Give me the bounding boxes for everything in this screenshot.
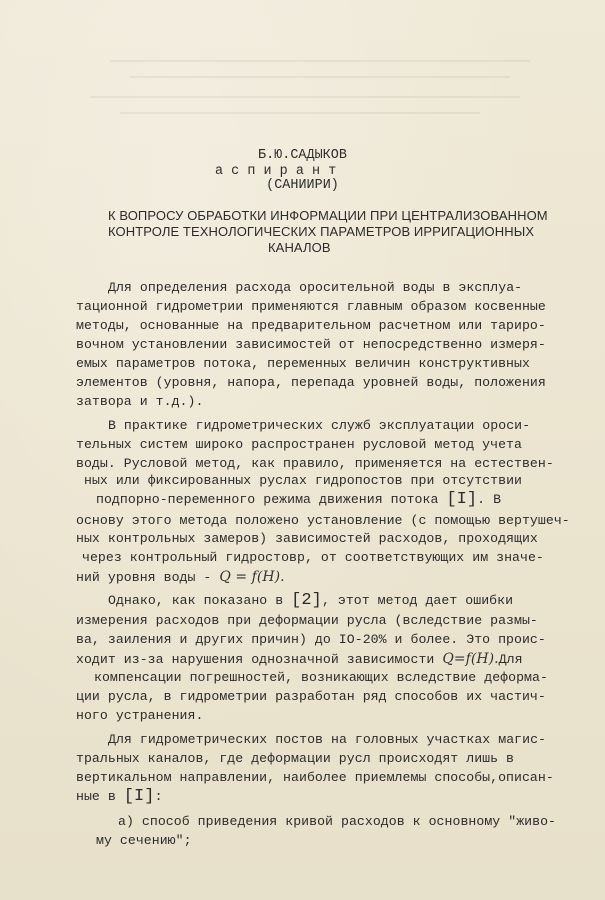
p2-line-1: В практике гидрометрических служб эксплуатации ороси- [108,418,531,433]
p3-line-1 [108,593,513,609]
p1-line-6: элементов (уровня, напора, перепада уровней воды, положения [76,375,546,390]
p2-line-5-tail: . В [477,492,502,507]
author-name: Б.Ю.САДЫКОВ [258,148,347,163]
p4-line-4-tail: : [154,789,163,804]
p3-line-6: ции русла, в гидрометрии разработан ряд способов их частич- [76,689,546,704]
formula-q-f-h-2: Q=f(H). [442,651,499,667]
p5-line-2: му сечению"; [96,833,192,848]
reference-1: [I] [446,490,478,509]
p3-line-1-tail: , этот метод дает ошибки [321,593,514,608]
p4-line-3: вертикальном направлении, наиболее приемлемы способы,описан- [76,770,554,785]
p2-line-5-text: подпорно-переменного режима движения потока [96,492,447,507]
p3-line-4-text: ходит из-за нарушения однозначной зависимости [76,652,443,667]
p2-line-5 [96,492,501,508]
p2-line-4: ных или фиксированных руслах гидропостов при отсутствии [84,473,523,488]
p5-line-1: а) способ приведения кривой расходов к основному "живо- [118,814,557,829]
bleed-through-line [130,76,510,78]
bleed-through-line [120,112,480,114]
p1-line-2: тационной гидрометрии применяются главным образом косвенные [76,299,546,314]
p3-line-5: компенсации погрешностей, возникающих вследствие деформа- [94,670,548,685]
title-line-1: К ВОПРОСУ ОБРАБОТКИ ИНФОРМАЦИИ ПРИ ЦЕНТРАЛИЗОВАННОМ [108,208,548,223]
bleed-through-line [90,96,520,98]
p2-line-2: тельных систем широко распространен русловой метод учета [76,437,522,452]
p2-line-7: ных контрольных замеров) зависимостей расходов, проходящих [76,531,538,546]
p3-line-4 [76,651,523,668]
formula-q-f-h: Q = f(H). [219,569,285,585]
p2-line-3: воды. Русловой метод, как правило, применяется на естествен- [76,456,554,471]
p4-line-4-text: ные в [76,789,124,804]
p3-line-2: измерения расходов при деформации русла (вследствие размы- [76,613,538,628]
reference-2: [2] [291,591,322,610]
p1-line-4: вочном установлении зависимостей от непосредственно измеря- [76,337,546,352]
p2-line-8: через контрольный гидростовр, от соответствующих им значе- [82,550,544,565]
p1-line-3: методы, основанные на предварительном расчетном или тариро- [76,318,546,333]
p3-line-1-text: Однако, как показано в [108,593,292,608]
p4-line-2: тральных каналов, где деформации русл происходят лишь в [76,751,515,766]
reference-1-repeat: [I] [123,787,155,806]
title-line-3: КАНАЛОВ [268,240,331,255]
p1-line-5: емых параметров потока, переменных величин конструктивных [76,356,530,371]
p1-line-1: Для определения расхода оросительной воды в эксплуа- [108,280,523,295]
p3-line-7: ного устранения. [76,708,204,723]
affiliation: (САНИИРИ) [266,178,339,193]
p2-line-6: основу этого метода положено установление (с помощью вертушеч- [76,513,570,528]
p4-line-1: Для гидрометрических постов на головных участках магис- [108,732,547,747]
bleed-through-line [110,60,530,62]
p4-line-4 [76,789,163,805]
p2-line-9 [76,569,285,586]
p1-line-7: затвора и т.д.). [76,394,204,409]
author-position: а с п и р а н т [215,164,337,179]
p3-line-4-tail: Для [498,652,523,667]
p2-line-9-text: ний уровня воды - [76,570,220,585]
title-line-2: КОНТРОЛЕ ТЕХНОЛОГИЧЕСКИХ ПАРАМЕТРОВ ИРРИГАЦИОННЫХ [108,224,535,239]
p3-line-3: ва, заиления и других причин) до IO-20% и более. Это проис- [76,632,546,647]
